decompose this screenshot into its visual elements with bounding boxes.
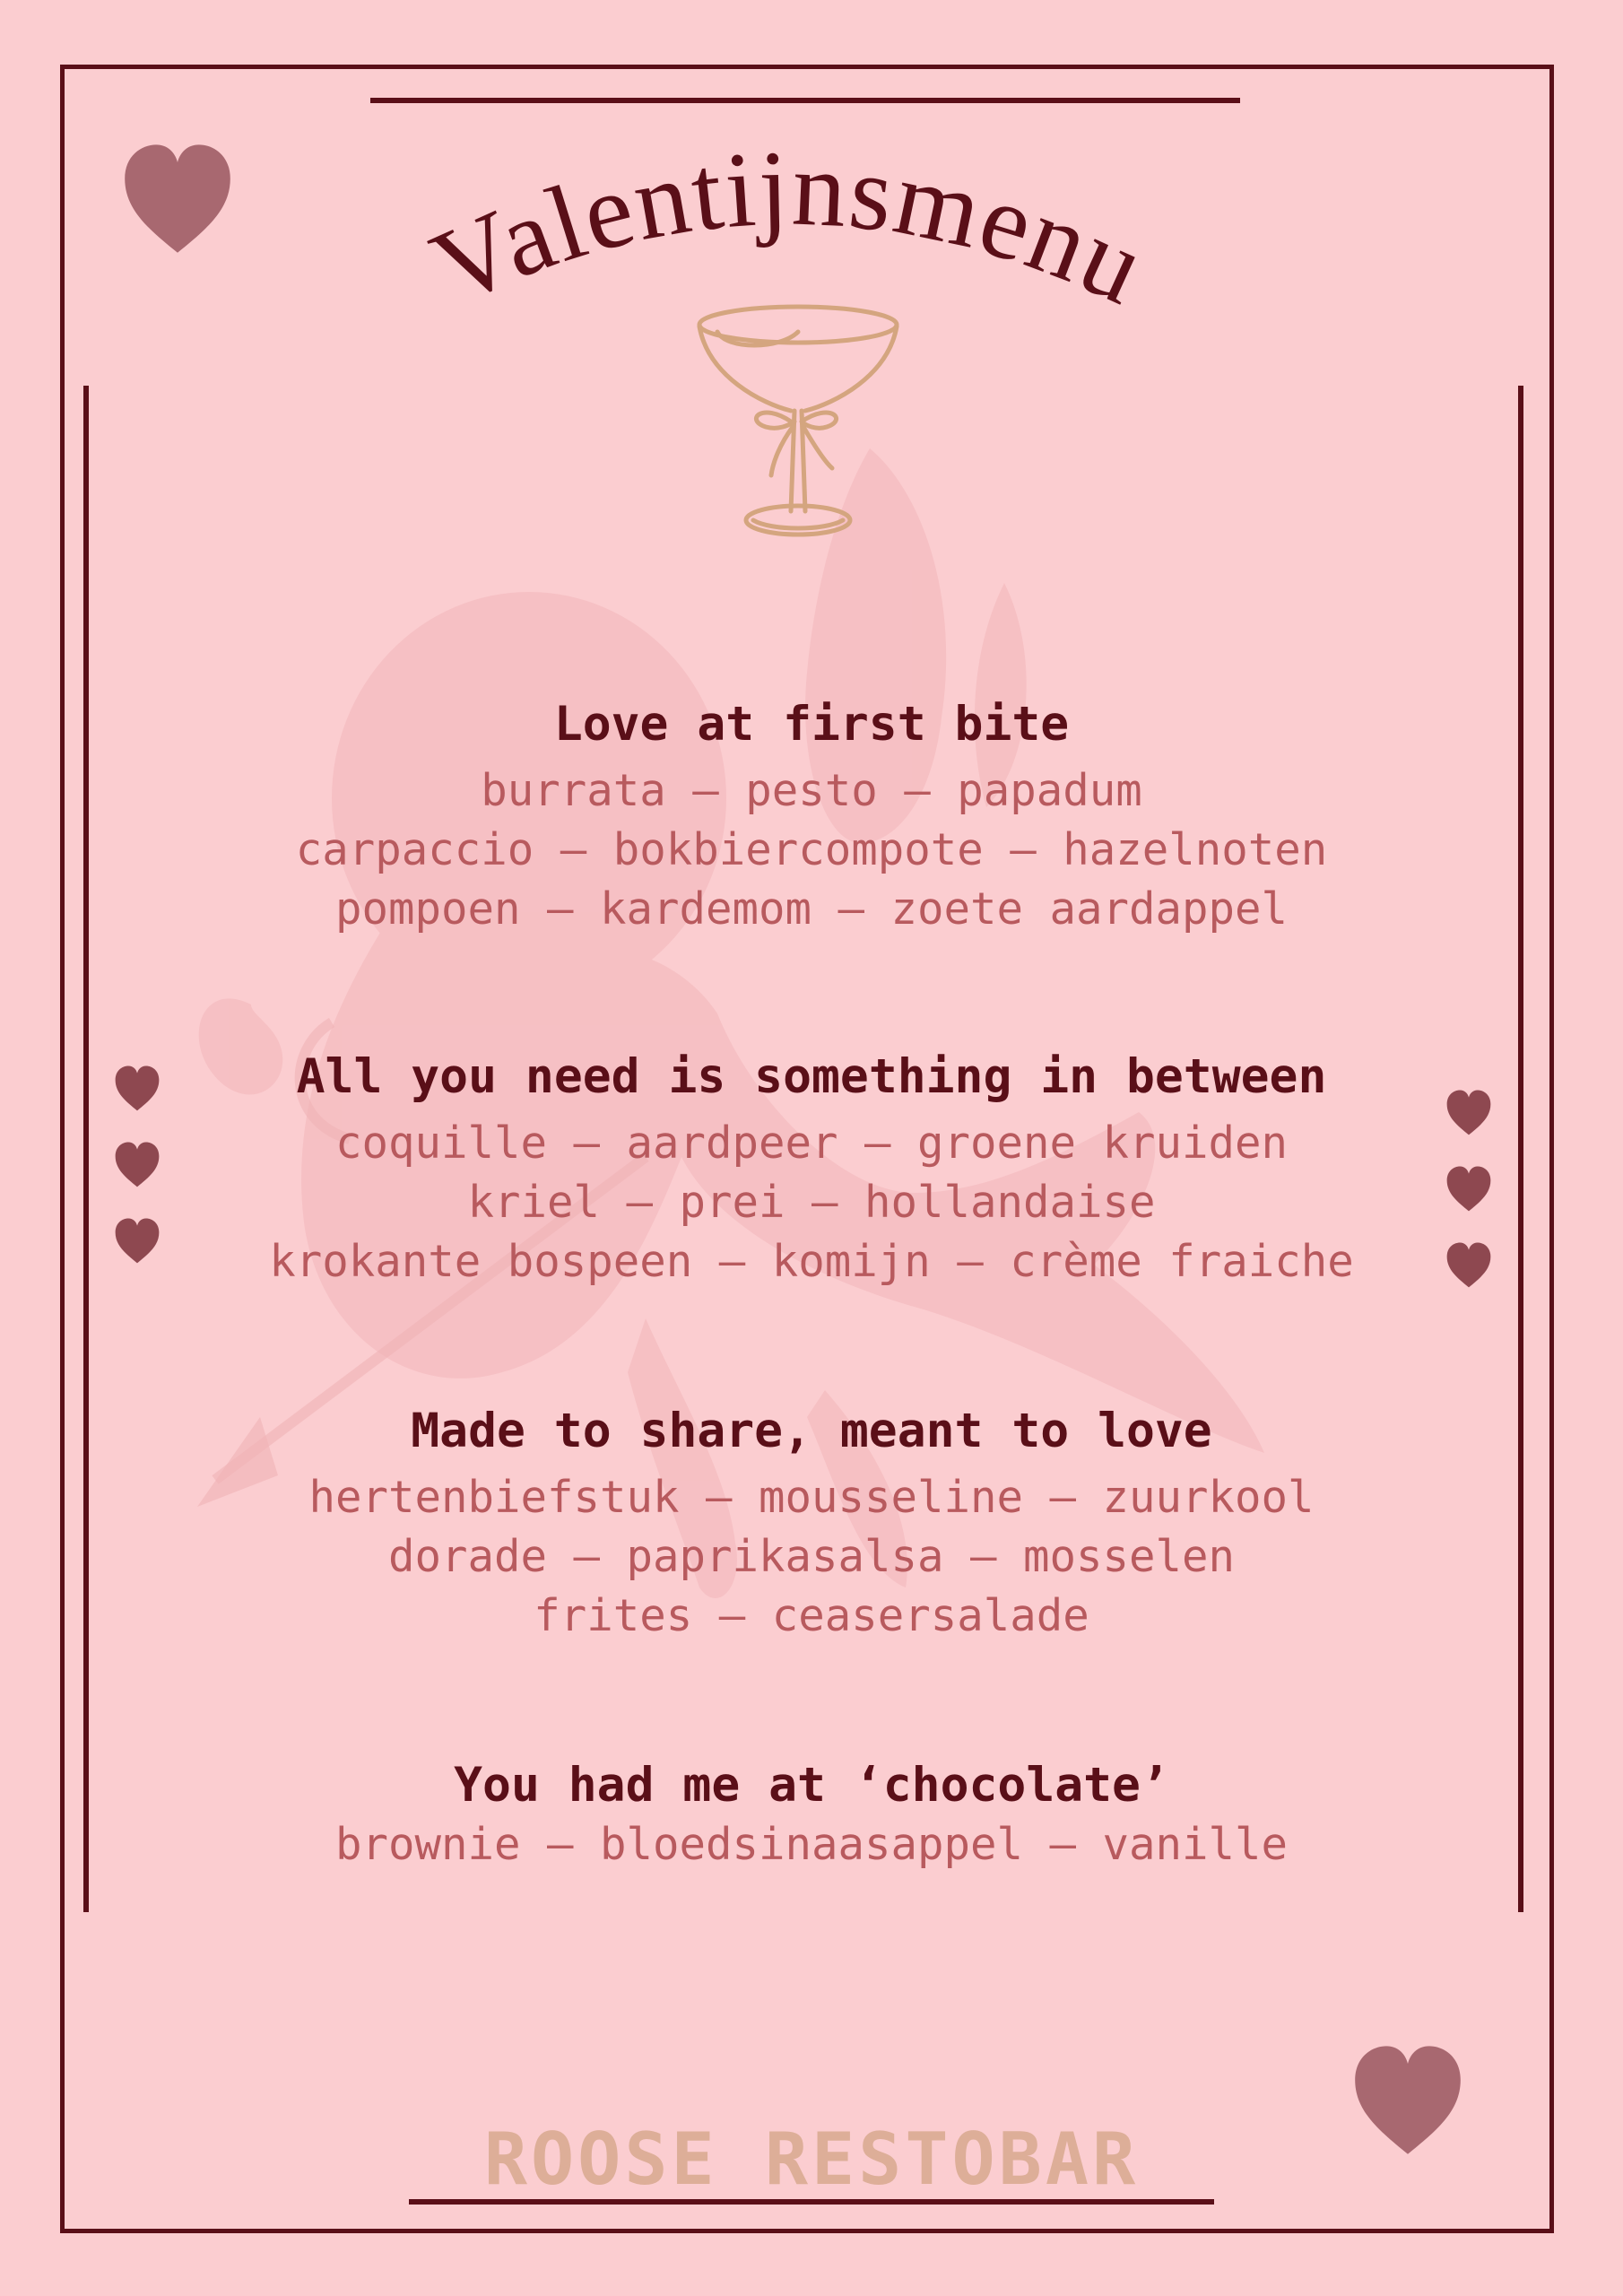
section-title: All you need is something in between [296,1049,1327,1104]
menu-section [0,1402,1623,1646]
menu-title-text: Valentijnsmenu [415,127,1164,328]
menu-item: pompoen – kardemom – zoete aardappel [334,883,1289,935]
menu-section [0,1756,1623,1874]
restaurant-name: ROOSE RESTOBAR [483,2118,1140,2201]
menu-item: dorade – paprikasalsa – mosselen [387,1531,1235,1582]
menu-item: krokante bospeen – komijn – crème fraiche [269,1236,1354,1287]
menu-item: coquille – aardpeer – groene kruiden [334,1118,1289,1169]
menu-item: burrata – pesto – papadum [481,765,1142,816]
section-title: Love at first bite [553,697,1070,752]
menu-item: frites – ceasersalade [534,1590,1089,1641]
menu-item: kriel – prei – hollandaise [467,1177,1156,1228]
menu-item: carpaccio – bokbiercompote – hazelnoten [295,824,1328,875]
menu-section [0,1048,1623,1292]
section-title: You had me at ‘chocolate’ [454,1758,1169,1813]
heart-icon [115,133,240,267]
menu-section [0,695,1623,939]
top-divider [370,98,1240,103]
section-title: Made to share, meant to love [411,1404,1212,1458]
champagne-glass-icon [690,296,906,552]
menu-item: brownie – bloedsinaasappel – vanille [334,1819,1289,1870]
menu-item: hertenbiefstuk – mousseline – zuurkool [308,1472,1315,1523]
